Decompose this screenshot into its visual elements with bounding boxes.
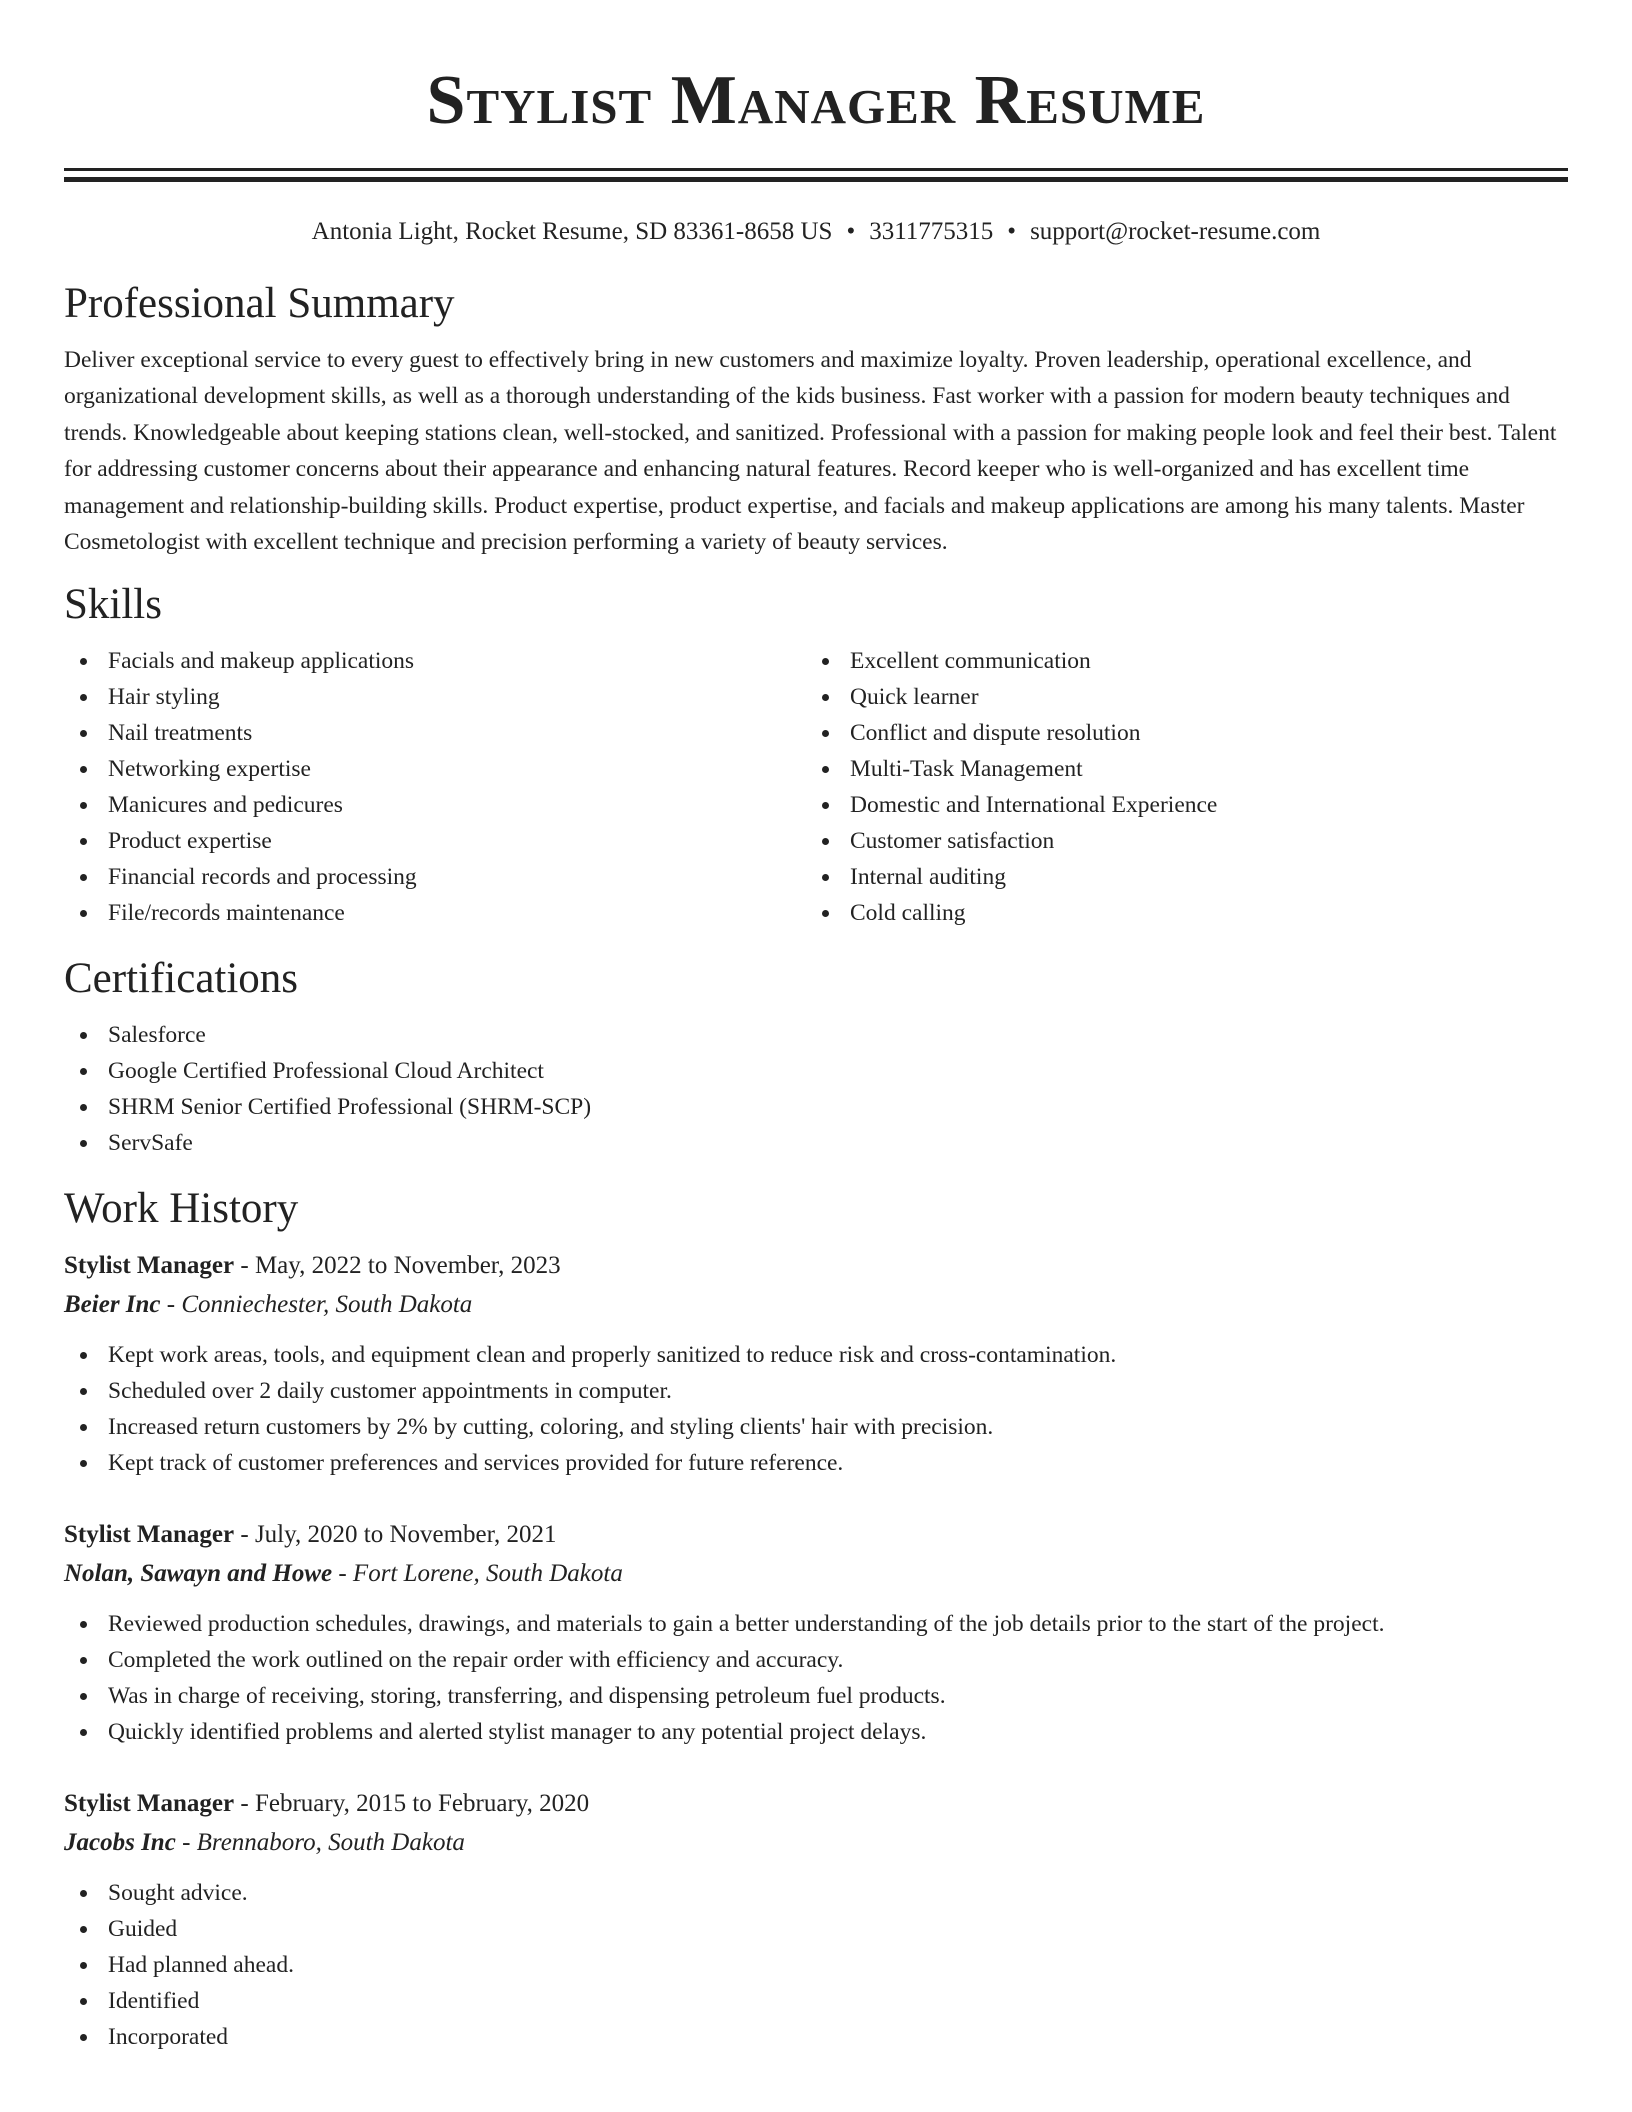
job-duties-list bbox=[64, 1606, 1568, 1750]
job-duty-item: Had planned ahead. bbox=[64, 1947, 1568, 1983]
certifications-heading: Certifications bbox=[64, 955, 299, 1003]
summary-heading: Professional Summary bbox=[64, 280, 455, 327]
summary-text: Deliver exceptional service to every guest to effectively bring in new customers and maximize loyalty. Proven leadership, operational excellence, and organizational development skills, as well as a thorough understanding of the kids business. Fast worker with a passion for modern beauty techniques and trends. Knowledgeable about keeping stations clean, well-stocked, and sanitized. Professional with a passion for making people look and feel their best. Talent for addressing customer concerns about their appearance and enhancing natural features. Record keeper who is well-organized and has excellent time management and relationship-building skills. Product expertise, product expertise, and facials and makeup applications are among his many talents. Master Cosmetologist with excellent technique and precision performing a variety of beauty services. bbox=[64, 347, 1557, 556]
certification-item: Salesforce bbox=[64, 1017, 1568, 1053]
skill-item: Conflict and dispute resolution bbox=[806, 715, 1548, 751]
job-duties-list bbox=[64, 1875, 1568, 2055]
skills-column-right bbox=[806, 643, 1548, 931]
job-location: - Brennaboro, South Dakota bbox=[175, 1829, 465, 1857]
skills-heading: Skills bbox=[64, 581, 162, 629]
job-duty-item: Kept track of customer preferences and services provided for future reference. bbox=[64, 1445, 1568, 1481]
skill-item: Facials and makeup applications bbox=[64, 643, 806, 679]
skill-item: Product expertise bbox=[64, 823, 806, 859]
skill-item: Financial records and processing bbox=[64, 859, 806, 895]
job-title: Stylist Manager bbox=[64, 1790, 235, 1818]
skill-item: Hair styling bbox=[64, 679, 806, 715]
job-company-line bbox=[64, 1554, 1568, 1594]
job-entry bbox=[64, 1247, 1568, 1481]
contact-separator: • bbox=[1007, 218, 1017, 245]
skill-item: Nail treatments bbox=[64, 715, 806, 751]
title-divider-top bbox=[64, 168, 1568, 171]
skill-item: Internal auditing bbox=[806, 859, 1548, 895]
job-duty-item: Guided bbox=[64, 1911, 1568, 1947]
job-entry bbox=[64, 1785, 1568, 2055]
title-divider-bottom bbox=[64, 177, 1568, 182]
job-duty-item: Was in charge of receiving, storing, transferring, and dispensing petroleum fuel products. bbox=[64, 1678, 1568, 1714]
certification-item: SHRM Senior Certified Professional (SHRM-SCP) bbox=[64, 1089, 1568, 1125]
job-title-line bbox=[64, 1247, 1568, 1285]
job-duty-item: Increased return customers by 2% by cutting, coloring, and styling clients' hair with precision. bbox=[64, 1409, 1568, 1445]
contact-phone: 3311775315 bbox=[869, 218, 994, 245]
job-dates: - May, 2022 to November, 2023 bbox=[234, 1252, 561, 1280]
job-title: Stylist Manager bbox=[64, 1252, 235, 1280]
skill-item: Domestic and International Experience bbox=[806, 787, 1548, 823]
job-duty-item: Incorporated bbox=[64, 2019, 1568, 2055]
resume-page bbox=[64, 0, 1568, 2055]
work-history-heading: Work History bbox=[64, 1185, 299, 1233]
job-duty-item: Reviewed production schedules, drawings, and materials to gain a better understanding of the job details prior to the start of the project. bbox=[64, 1606, 1568, 1642]
job-entry bbox=[64, 1516, 1568, 1750]
certifications-list bbox=[64, 1017, 1568, 1161]
job-dates: - February, 2015 to February, 2020 bbox=[234, 1790, 590, 1818]
job-title-line bbox=[64, 1516, 1568, 1554]
job-duty-item: Completed the work outlined on the repair order with efficiency and accuracy. bbox=[64, 1642, 1568, 1678]
job-duty-item: Sought advice. bbox=[64, 1875, 1568, 1911]
skill-item: Excellent communication bbox=[806, 643, 1548, 679]
job-duty-item: Scheduled over 2 daily customer appointments in computer. bbox=[64, 1373, 1568, 1409]
skills-list bbox=[64, 643, 1568, 931]
skill-item: File/records maintenance bbox=[64, 895, 806, 931]
skill-item: Customer satisfaction bbox=[806, 823, 1548, 859]
skill-item: Quick learner bbox=[806, 679, 1548, 715]
job-title: Stylist Manager bbox=[64, 1521, 235, 1549]
skill-item: Cold calling bbox=[806, 895, 1548, 931]
job-company: Nolan, Sawayn and Howe bbox=[64, 1560, 333, 1588]
skill-item: Networking expertise bbox=[64, 751, 806, 787]
job-duty-item: Kept work areas, tools, and equipment clean and properly sanitized to reduce risk and cross-contamination. bbox=[64, 1337, 1568, 1373]
contact-line bbox=[64, 216, 1568, 248]
job-company-line bbox=[64, 1823, 1568, 1863]
job-duty-item: Quickly identified problems and alerted stylist manager to any potential project delays. bbox=[64, 1714, 1568, 1750]
certification-item: ServSafe bbox=[64, 1125, 1568, 1161]
job-location: - Conniechester, South Dakota bbox=[160, 1291, 473, 1319]
skill-item: Multi-Task Management bbox=[806, 751, 1548, 787]
job-duty-item: Identified bbox=[64, 1983, 1568, 2019]
job-company-line bbox=[64, 1285, 1568, 1325]
certification-item: Google Certified Professional Cloud Architect bbox=[64, 1053, 1568, 1089]
job-company: Jacobs Inc bbox=[64, 1829, 176, 1857]
resume-title: Stylist Manager Resume bbox=[426, 62, 1206, 139]
job-dates: - July, 2020 to November, 2021 bbox=[234, 1521, 557, 1549]
contact-address: Antonia Light, Rocket Resume, SD 83361-8658 US bbox=[311, 218, 833, 245]
job-company: Beier Inc bbox=[64, 1291, 161, 1319]
contact-separator: • bbox=[846, 218, 856, 245]
contact-email: support@rocket-resume.com bbox=[1030, 218, 1321, 245]
skill-item: Manicures and pedicures bbox=[64, 787, 806, 823]
job-title-line bbox=[64, 1785, 1568, 1823]
skills-column-left bbox=[64, 643, 806, 931]
job-location: - Fort Lorene, South Dakota bbox=[332, 1560, 623, 1588]
job-duties-list bbox=[64, 1337, 1568, 1481]
